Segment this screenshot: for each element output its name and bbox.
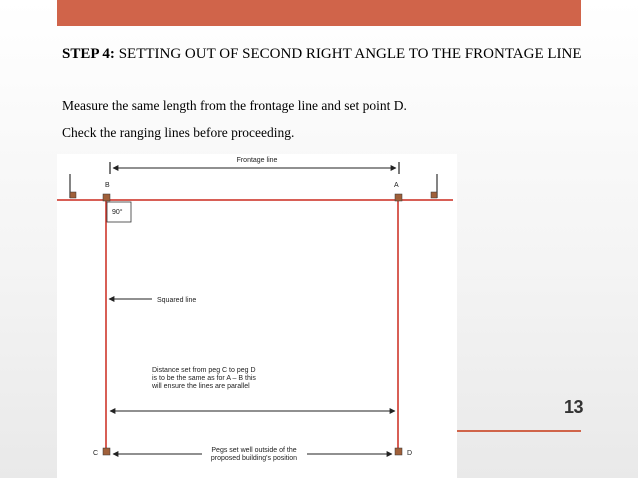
distance-note-line2: is to be the same as for A – B this (152, 375, 256, 382)
slide-heading (62, 40, 582, 68)
pegs-note-line2: proposed building's position (210, 455, 298, 462)
page-number: 13 (563, 397, 583, 417)
pegs-note-line1: Pegs set well outside of the (211, 447, 297, 454)
squared-line-label: Squared line (157, 297, 197, 304)
peg-a-label: A (394, 182, 399, 189)
setting-out-diagram (57, 154, 457, 478)
distance-note-line1: Distance set from peg C to peg D (152, 367, 256, 374)
ranging-peg-right (431, 192, 437, 198)
ranging-peg-left (70, 192, 76, 198)
step-title: SETTING OUT OF SECOND RIGHT ANGLE TO THE FRONTAGE LINE (114, 46, 582, 62)
peg-c-label: C (93, 450, 99, 457)
angle-label: 90° (112, 209, 123, 216)
peg-c (103, 448, 110, 455)
peg-a (395, 194, 402, 201)
peg-b (103, 194, 110, 201)
instruction-text: Measure the same length from the frontage line and set point D. (62, 98, 407, 113)
peg-b-label: B (105, 182, 110, 189)
peg-d-label: D (407, 450, 413, 457)
check-text: Check the ranging lines before proceeding. (62, 125, 295, 140)
top-accent-bar (57, 0, 581, 26)
diagram-svg (57, 154, 457, 478)
step-label: STEP 4: (62, 46, 115, 62)
frontage-label: Frontage line (236, 157, 278, 164)
peg-d (395, 448, 402, 455)
page-number-rule (457, 430, 581, 432)
distance-note-line3: will ensure the lines are parallel (152, 383, 250, 390)
